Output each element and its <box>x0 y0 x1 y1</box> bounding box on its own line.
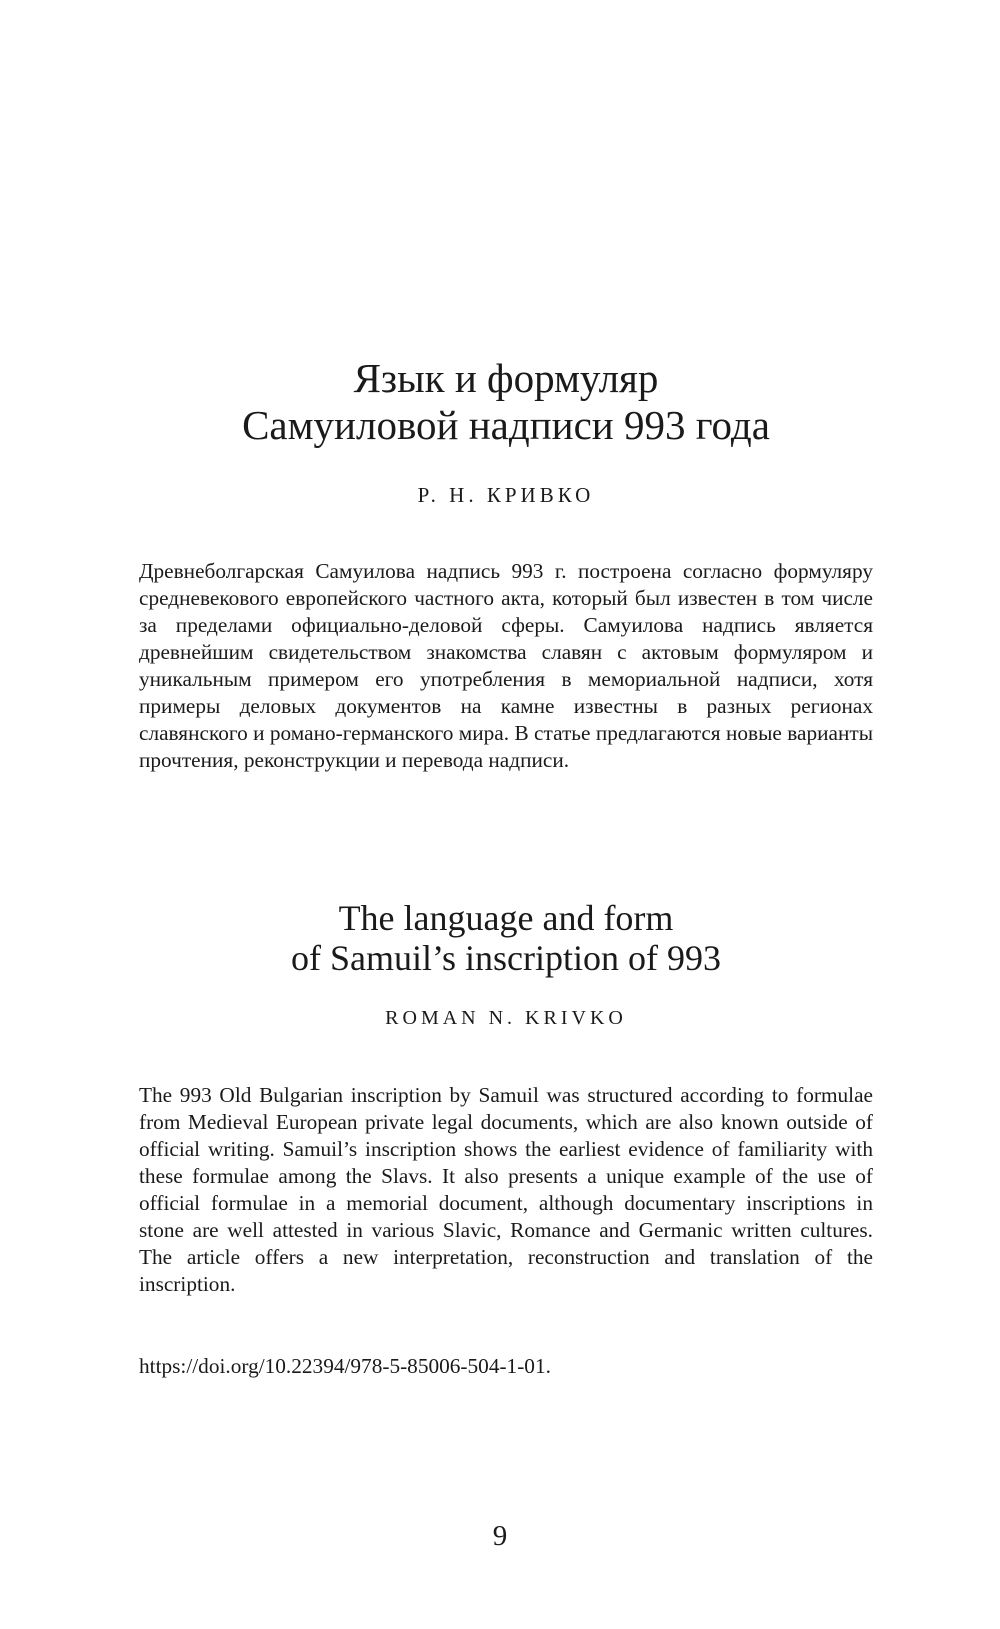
english-author: ROMAN N. KRIVKO <box>385 1007 627 1029</box>
russian-author: Р. Н. КРИВКО <box>417 483 595 507</box>
doi-link[interactable]: https://doi.org/10.22394/978-5-85006-504-1-01. <box>139 1354 551 1378</box>
russian-title-line-2: Самуиловой надписи 993 года <box>242 402 770 448</box>
russian-title-line-1: Язык и формуляр <box>353 355 659 401</box>
english-title <box>139 898 873 978</box>
english-title-line-1: The language and form <box>338 898 674 938</box>
russian-title <box>139 355 873 449</box>
english-abstract: The 993 Old Bulgarian inscription by Samuil was structured according to formulae from Medieval European private legal documents, which are also known outside of official writing. Samuil’s inscription shows the earliest evidence of familiarity with these formulae among the Slavs. It also presents a unique example of the use of official formulae in a memorial document, although documentary inscriptions in stone are well attested in various Slavic, Romance and Germanic written cultures. The article offers a new interpretation, reconstruction and translation of the inscription. <box>139 1083 873 1296</box>
english-title-line-2: of Samuil’s inscription of 993 <box>291 938 721 978</box>
russian-abstract: Древнеболгарская Самуилова надпись 993 г. построена согласно формуляру средневекового европейского частного акта, который был известен в том числе за пределами официально-деловой сферы. Самуилова надпись является древнейшим свидетельством знакомства славян с актовым формуляром и уникальным примером его употребления в мемориальной надписи, хотя примеры деловых документов на камне известны в разных регионах славянского и романо-германского мира. В статье предлагаются новые варианты прочтения, реконструкции и перевода надписи. <box>139 559 873 772</box>
page-number: 9 <box>492 1520 508 1552</box>
